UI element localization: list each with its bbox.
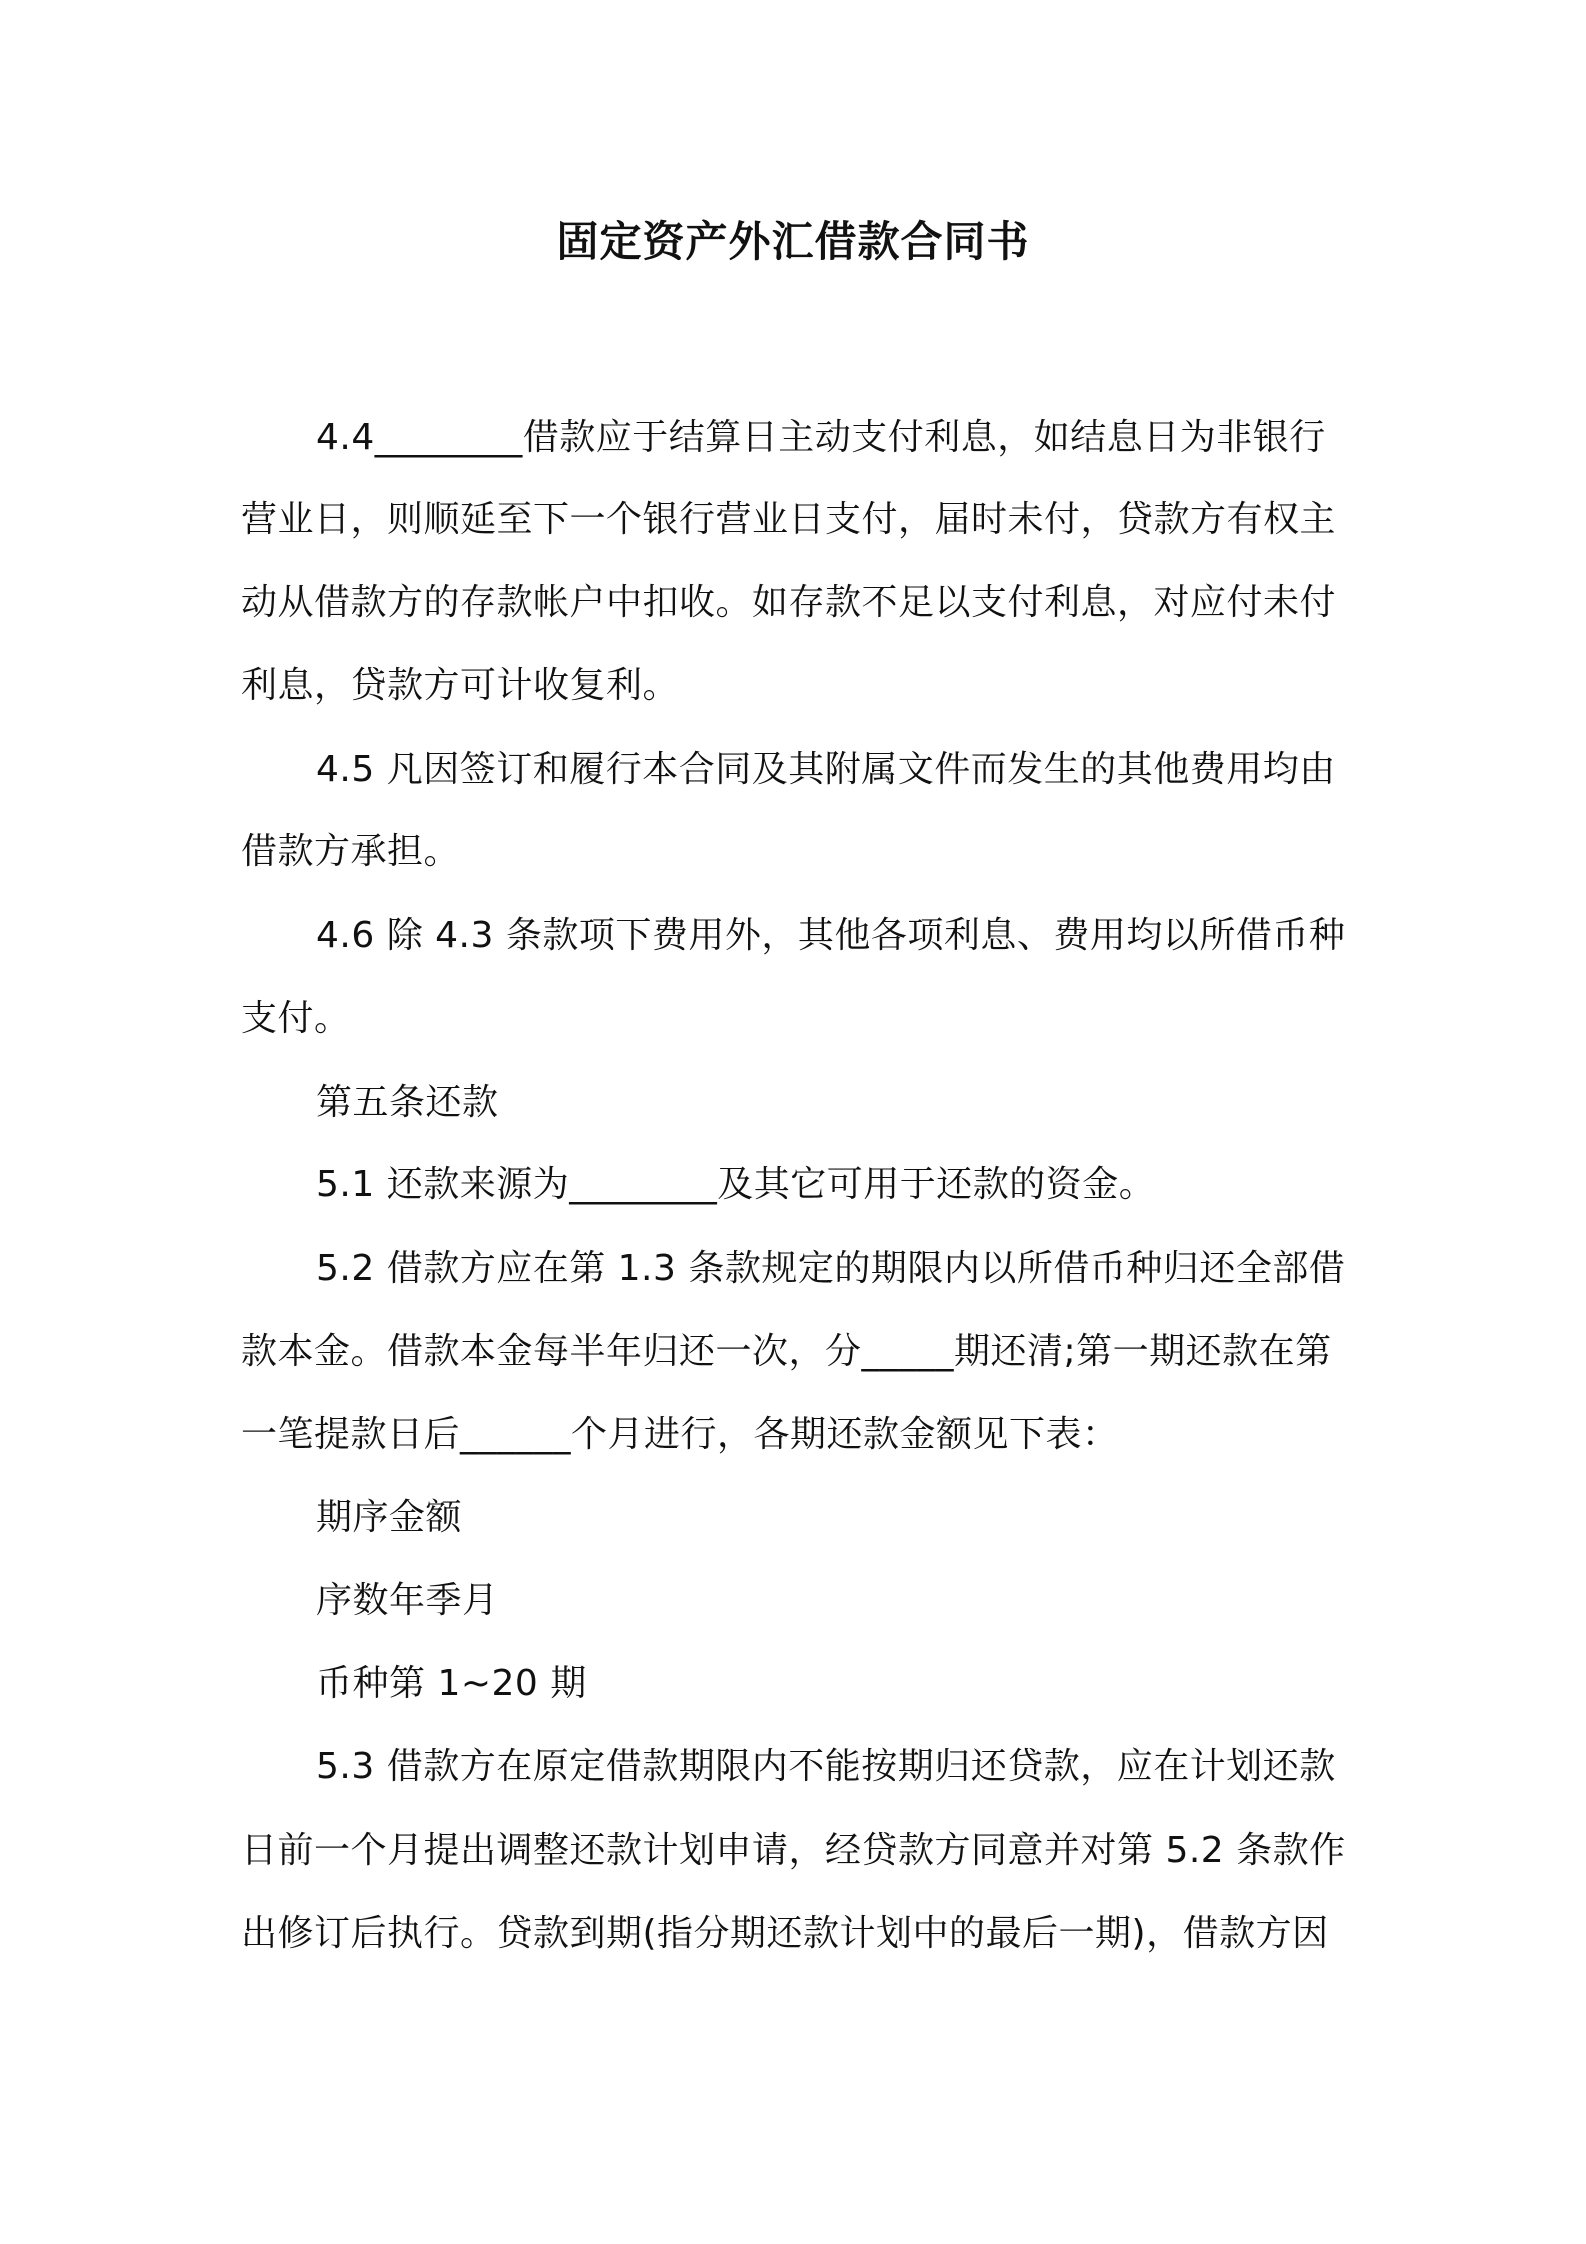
clause-5-2-line-2: 款本金。借款本金每半年归还一次，分_____期还清;第一期还款在第 <box>241 1331 1332 1372</box>
clause-4-4-line-4: 利息，贷款方可计收复利。 <box>241 665 680 706</box>
clause-4-4-line-2: 营业日，则顺延至下一个银行营业日支付，届时未付，贷款方有权主 <box>241 499 1337 540</box>
clause-5-2-line-3: 一笔提款日后______个月进行，各期还款金额见下表： <box>241 1414 1119 1455</box>
clause-5-3-line-2: 日前一个月提出调整还款计划申请，经贷款方同意并对第 5.2 条款作 <box>241 1830 1346 1871</box>
clause-4-4-line-3: 动从借款方的存款帐户中扣收。如存款不足以支付利息，对应付未付 <box>241 582 1337 623</box>
clause-4-6-line-2: 支付。 <box>241 998 351 1039</box>
document-title: 固定资产外汇借款合同书 <box>556 217 1030 266</box>
table-row-period-amount: 期序金额 <box>316 1497 463 1538</box>
article-5-heading: 第五条还款 <box>316 1082 499 1123</box>
clause-5-3-line-3: 出修订后执行。贷款到期(指分期还款计划中的最后一期)，借款方因 <box>241 1913 1329 1954</box>
clause-4-6-line-1: 4.6 除 4.3 条款项下费用外，其他各项利息、费用均以所借币种 <box>316 915 1346 956</box>
clause-4-5-line-1: 4.5 凡因签订和履行本合同及其附属文件而发生的其他费用均由 <box>316 749 1336 790</box>
clause-4-4-line-1: 4.4________借款应于结算日主动支付利息，如结息日为非银行 <box>316 417 1326 458</box>
table-row-currency: 币种第 1~20 期 <box>316 1663 587 1704</box>
clause-5-2-line-1: 5.2 借款方应在第 1.3 条款规定的期限内以所借币种归还全部借 <box>316 1248 1346 1289</box>
clause-5-3-line-1: 5.3 借款方在原定借款期限内不能按期归还贷款，应在计划还款 <box>316 1746 1336 1787</box>
table-row-sequence: 序数年季月 <box>316 1580 499 1621</box>
clause-4-5-line-2: 借款方承担。 <box>241 831 461 872</box>
clause-5-1-line-1: 5.1 还款来源为________及其它可用于还款的资金。 <box>316 1164 1156 1205</box>
